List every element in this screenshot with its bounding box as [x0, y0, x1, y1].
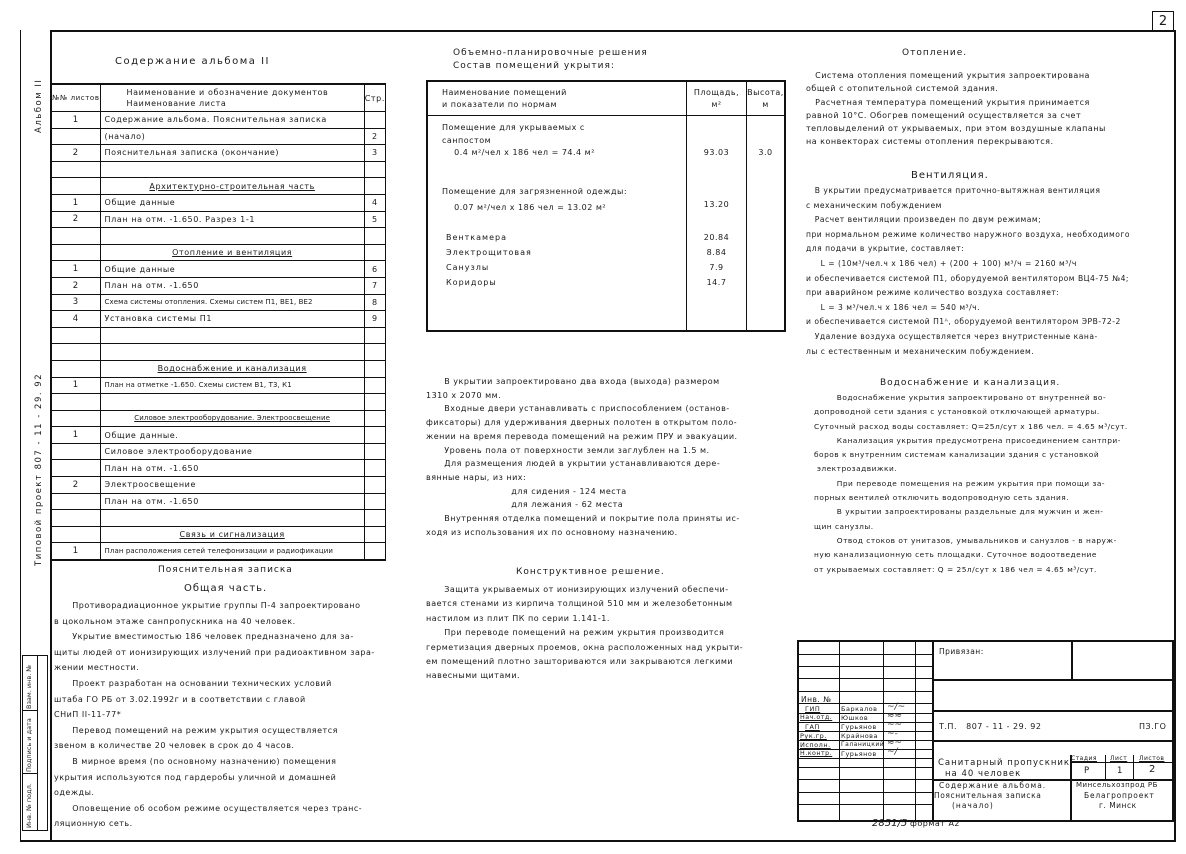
- text-line: в цокольном этаже санпропускника на 40 человек.: [54, 616, 296, 626]
- row-sheet-num: [52, 410, 101, 427]
- text-line: допроводной сети здания с установкой отключающей арматуры.: [814, 407, 1100, 417]
- room-1-line1: Помещение для укрываемых с: [442, 123, 585, 132]
- room-3-name: Венткамера: [446, 233, 507, 242]
- contents-row: [52, 493, 386, 510]
- text-line: жении местности.: [54, 663, 140, 673]
- row-sheet-num: [52, 460, 101, 477]
- room-1-area: 93.03: [703, 148, 730, 157]
- other-areas: [687, 230, 746, 290]
- text-line: Водоснабжение укрытия запроектировано от внутренней во-: [814, 393, 1107, 402]
- row-sheet-num: [52, 327, 101, 344]
- row-page: 5: [364, 211, 385, 228]
- text-line: Уровень пола от поверхности земли заглублен на 1.5 м.: [426, 445, 710, 455]
- row-page: [364, 427, 385, 444]
- row-page: [364, 526, 385, 543]
- contents-row: [52, 543, 386, 560]
- contents-row: [52, 211, 386, 228]
- row-name: [100, 394, 364, 411]
- row-page: 3: [364, 145, 385, 162]
- row-page: [364, 543, 385, 560]
- row-page: 4: [364, 194, 385, 211]
- project-designation: Т.П. 807 - 11 - 29. 92: [939, 722, 1042, 731]
- row-name: Силовое электрооборудование: [100, 443, 364, 460]
- text-line: электрозадвижки.: [814, 464, 898, 474]
- text-line: укрытия используются под гардеробы уличной и домашней: [54, 772, 337, 782]
- row-name: Общие данные: [100, 194, 364, 211]
- left-margin-line: [20, 30, 21, 842]
- row-sheet-num: 1: [52, 261, 101, 278]
- other-rooms: [446, 230, 532, 290]
- rooms-area-cell: [687, 116, 747, 332]
- row-name: Водоснабжение и канализация: [100, 360, 364, 377]
- sheet-value: 1: [1117, 766, 1123, 776]
- row-page: 9: [364, 311, 385, 328]
- row-sheet-num: [52, 394, 101, 411]
- contents-table: [51, 83, 386, 561]
- room-4-area: 8.84: [706, 248, 727, 257]
- text-line: вянные нары, из них:: [426, 472, 527, 482]
- sheet-label: Лист: [1110, 755, 1128, 762]
- text-line: герметизация дверных проемов, окна расположенных над укрыти-: [426, 642, 744, 652]
- room-1-height: 3.0: [758, 148, 773, 157]
- note-title: Пояснительная записка: [158, 565, 293, 575]
- text-line: СНиП II-11-77*: [54, 710, 122, 720]
- row-sheet-num: [52, 228, 101, 245]
- planning-paragraph: [426, 375, 740, 539]
- row-page: [364, 410, 385, 427]
- row-sheet-num: [52, 161, 101, 178]
- row-sheet-num: [52, 526, 101, 543]
- album-label: Альбом II: [34, 78, 44, 133]
- row-name: Связь и сигнализация: [100, 526, 364, 543]
- row-name: План на отм. -1.650: [100, 277, 364, 294]
- header-name-line1: Наименование и обозначение документов: [126, 88, 329, 97]
- text-line: Противорадиационное укрытие группы П-4 запроектировано: [54, 601, 361, 610]
- text-line: лы с естественным и механическим побуждением.: [806, 346, 1035, 356]
- text-line: Система отопления помещений укрытия запроектирована: [806, 71, 1090, 80]
- contents-row: [52, 228, 386, 245]
- text-line: Перевод помещений на режим укрытия осуществляется: [54, 725, 338, 735]
- text-line: штаба ГО РБ от 3.02.1992г и в соответствии с главой: [54, 694, 306, 704]
- row-name: План расположения сетей телефонизации и радиофикации: [100, 543, 364, 560]
- sheets-label: Листов: [1139, 755, 1165, 762]
- text-line: ляционную сеть.: [54, 819, 133, 829]
- text-line: Канализация укрытия предусмотрена присоединением сантпри-: [814, 435, 1121, 445]
- row-sheet-num: [52, 493, 101, 510]
- rooms-table: [426, 80, 786, 332]
- planning-subtitle: Состав помещений укрытия:: [453, 61, 615, 71]
- planning-title: Объемно-планировочные решения: [453, 48, 648, 58]
- text-line: и обеспечивается системой П1, оборудуемой вентилятором ВЦ4-75 №4;: [806, 273, 1129, 283]
- row-sheet-num: 2: [52, 277, 101, 294]
- row-name: Установка системы П1: [100, 311, 364, 328]
- staff-name-2: Юшков: [841, 714, 869, 722]
- contents-row: [52, 344, 386, 361]
- rooms-body: [427, 116, 785, 332]
- construction-title: Конструктивное решение.: [516, 567, 665, 577]
- row-name: [100, 510, 364, 527]
- text-line: Суточный расход воды составляет: Q=25л/сут х 186 чел. = 4.65 м³/сут.: [814, 421, 1128, 431]
- row-page: 6: [364, 261, 385, 278]
- row-page: [364, 394, 385, 411]
- object-name-1: Санитарный пропускник: [938, 758, 1071, 768]
- text-line: Удаление воздуха осуществляется через внутристенные кана-: [806, 331, 1098, 341]
- row-sheet-num: 2: [52, 211, 101, 228]
- rooms-height-cell: [747, 116, 786, 332]
- contents-section-row: [52, 178, 386, 195]
- staff-role-5: Исполн.: [800, 741, 831, 749]
- header-sheet-num: №№ листов: [52, 84, 101, 112]
- row-sheet-num: 4: [52, 311, 101, 328]
- row-name: План на отм. -1.650: [100, 493, 364, 510]
- contents-header-row: [52, 84, 386, 112]
- note-paragraph: [54, 598, 375, 832]
- note-subtitle: Общая часть.: [184, 583, 268, 594]
- room-2-area: 13.20: [703, 200, 730, 209]
- staff-role-6: Н.контр.: [800, 750, 833, 757]
- row-sheet-num: [52, 178, 101, 195]
- doc-code: ПЗ.ГО: [1139, 722, 1167, 731]
- staff-role-1: ГИП: [805, 705, 821, 713]
- text-line: В укрытии запроектировано два входа (выхода) размером: [426, 377, 720, 386]
- org-line-3: г. Минск: [1099, 801, 1137, 810]
- text-line: щиты людей от ионизирующих излучений при радиоактивном зара-: [54, 647, 375, 657]
- stamp-replacement-inv: Взам. инв. №: [25, 664, 33, 709]
- row-sheet-num: 2: [52, 145, 101, 162]
- text-line: для сидения - 124 места: [426, 486, 627, 496]
- text-line: Входные двери устанавливать с приспособлением (останов-: [426, 404, 730, 414]
- row-sheet-num: [52, 128, 101, 145]
- room-6-name: Коридоры: [446, 278, 497, 287]
- text-line: на конвекторах системы отопления перекрываются.: [806, 137, 1054, 147]
- room-2-line1: Помещение для загрязненной одежды:: [442, 187, 628, 196]
- row-name: Силовое электрооборудование. Электроосвещение: [100, 410, 364, 427]
- contents-title: Содержание альбома II: [115, 56, 270, 67]
- text-line: звеном в количестве 20 человек в срок до 4 часов.: [54, 741, 295, 751]
- row-page: [364, 493, 385, 510]
- text-line: для лежания - 62 места: [426, 500, 624, 510]
- row-name: Пояснительная записка (окончание): [100, 145, 364, 162]
- text-line: при нормальном режиме количество наружного воздуха, необходимого: [806, 229, 1131, 239]
- row-sheet-num: 1: [52, 543, 101, 560]
- text-line: В мирное время (по основному назначению) помещения: [54, 756, 337, 766]
- contents-row: [52, 460, 386, 477]
- text-line: от укрываемых составляет: Q = 25л/сут х 186 чел = 4.65 м³/сут.: [814, 564, 1097, 574]
- text-line: Защита укрываемых от ионизирующих излучений обеспечи-: [426, 585, 729, 594]
- rooms-header-height-2: м: [762, 99, 769, 109]
- room-1-line3: 0.4 м²/чел х 186 чел = 74.4 м²: [442, 148, 595, 157]
- ventilation-paragraph: [806, 184, 1130, 359]
- row-name: План на отм. -1.650: [100, 460, 364, 477]
- row-page: [364, 344, 385, 361]
- text-line: Оповещение об особом режиме осуществляется через транс-: [54, 803, 363, 813]
- approval-stamp: [22, 655, 48, 831]
- room-1-line2: санпостом: [442, 135, 492, 145]
- text-line: порных вентилей отключить водопроводную сеть здания.: [814, 493, 1070, 503]
- row-name: Отопление и вентиляция: [100, 244, 364, 261]
- room-3-area: 20.84: [703, 233, 730, 242]
- doc-title-2: Пояснительная записка: [934, 791, 1042, 800]
- row-sheet-num: 1: [52, 194, 101, 211]
- rooms-header-height-1: Высота,: [747, 87, 784, 97]
- row-page: [364, 460, 385, 477]
- row-name: Схема системы отопления. Схемы систем П1, ВЕ1, ВЕ2: [100, 294, 364, 311]
- contents-row: [52, 128, 386, 145]
- text-line: фиксаторы) для удерживания дверных полотен в открытом поло-: [426, 418, 738, 428]
- row-page: [364, 244, 385, 261]
- row-sheet-num: 1: [52, 427, 101, 444]
- row-page: [364, 161, 385, 178]
- row-page: [364, 510, 385, 527]
- rooms-names-cell: [427, 116, 687, 332]
- row-name: [100, 327, 364, 344]
- contents-section-row: [52, 410, 386, 427]
- text-line: Внутренняя отделка помещений и покрытие пола приняты ис-: [426, 514, 740, 524]
- text-line: с механическим побуждением: [806, 200, 942, 210]
- text-line: При переводе помещения на режим укрытия при помощи за-: [814, 478, 1106, 488]
- text-line: общей с отопительной системой здания.: [806, 84, 999, 94]
- row-name: [100, 228, 364, 245]
- text-line: Проект разработан на основании технических условий: [54, 678, 332, 688]
- header-page: Стр.: [364, 84, 385, 112]
- contents-row: [52, 277, 386, 294]
- stage-label: Стадия: [1071, 755, 1098, 762]
- contents-section-row: [52, 526, 386, 543]
- rooms-header-area-2: м²: [711, 99, 722, 109]
- row-name: Архитектурно-строительная часть: [100, 178, 364, 195]
- text-line: ходя из использования их по основному назначению.: [426, 527, 678, 537]
- contents-row: [52, 311, 386, 328]
- text-line: настилом из плит ПК по серии 1.141-1.: [426, 613, 610, 623]
- contents-section-row: [52, 360, 386, 377]
- row-sheet-num: [52, 443, 101, 460]
- construction-paragraph: [426, 583, 743, 684]
- contents-row: [52, 112, 386, 129]
- row-page: [364, 178, 385, 195]
- staff-name-4: Крайнова: [841, 732, 878, 740]
- project-label: Типовой проект 807 - 11 - 29. 92: [34, 372, 44, 566]
- row-page: [364, 228, 385, 245]
- contents-row: [52, 145, 386, 162]
- rooms-header-area-1: Площадь,: [693, 87, 740, 97]
- row-page: [364, 443, 385, 460]
- org-line-2: Белагропроект: [1084, 791, 1155, 800]
- staff-name-1: Баркалов: [841, 705, 878, 713]
- ventilation-title: Вентиляция.: [911, 170, 989, 181]
- contents-row: [52, 327, 386, 344]
- staff-name-5: Галаницкий: [841, 741, 885, 748]
- title-block: [797, 640, 1174, 822]
- text-line: В укрытии запроектированы раздельные для мужчин и жен-: [814, 507, 1104, 517]
- text-line: жении на время перевода помещений на режим ПРУ и эвакуации.: [426, 431, 738, 441]
- text-line: ем помещений плотно зашториваются или закрываются легкими: [426, 657, 734, 667]
- contents-row: [52, 394, 386, 411]
- object-name-2: на 40 человек: [945, 769, 1022, 779]
- staff-role-3: ГАП: [805, 723, 820, 731]
- text-line: одежды.: [54, 788, 95, 798]
- row-sheet-num: 1: [52, 112, 101, 129]
- row-name: [100, 344, 364, 361]
- row-sheet-num: [52, 360, 101, 377]
- row-sheet-num: 2: [52, 477, 101, 494]
- text-line: щин санузлы.: [814, 521, 874, 531]
- text-line: В укрытии предусматривается приточно-вытяжная вентиляция: [806, 186, 1101, 195]
- bottom-margin-line: [20, 840, 1176, 842]
- text-line: равной 10°С. Обогрев помещений осуществляется за счет: [806, 110, 1082, 120]
- row-name: План на отм. -1.650. Разрез 1-1: [100, 211, 364, 228]
- stamp-signature-date: Подпись и дата: [25, 718, 33, 772]
- contents-row: [52, 510, 386, 527]
- sheet-tab-line: [1104, 30, 1154, 32]
- row-name: Общие данные.: [100, 427, 364, 444]
- rooms-header-name-2: и показатели по нормам: [442, 99, 558, 109]
- text-line: при аварийном режиме количество воздуха составляет:: [806, 288, 1060, 298]
- contents-row: [52, 427, 386, 444]
- row-name: Содержание альбома. Пояснительная записка: [100, 112, 364, 129]
- row-name: (начало): [100, 128, 364, 145]
- water-title: Водоснабжение и канализация.: [880, 378, 1061, 388]
- inventory-number: 2851/5: [872, 818, 908, 829]
- row-name: План на отметке -1.650. Схемы систем В1, Т3, К1: [100, 377, 364, 394]
- row-page: 8: [364, 294, 385, 311]
- text-line: Расчет вентиляции произведен по двум режимам;: [806, 215, 1042, 225]
- header-name: [100, 84, 364, 112]
- room-1-name: [442, 122, 595, 160]
- sheets-value: 2: [1149, 764, 1156, 775]
- room-2-name: [442, 184, 627, 216]
- row-page: [364, 477, 385, 494]
- text-line: навесными щитами.: [426, 671, 521, 681]
- text-line: 1310 х 2070 мм.: [426, 390, 502, 400]
- row-sheet-num: [52, 344, 101, 361]
- text-line: L = 3 м³/чел.ч х 186 чел = 540 м³/ч.: [806, 302, 981, 312]
- row-page: 2: [364, 128, 385, 145]
- row-page: [364, 377, 385, 394]
- stage-value: Р: [1084, 766, 1090, 776]
- staff-role-2: Нач.отд.: [800, 714, 833, 721]
- row-sheet-num: 3: [52, 294, 101, 311]
- row-name: Общие данные: [100, 261, 364, 278]
- row-name: [100, 161, 364, 178]
- contents-row: [52, 261, 386, 278]
- staff-role-4: Рук.гр.: [800, 732, 827, 740]
- rooms-header-name: [427, 81, 687, 116]
- text-line: Укрытие вместимостью 186 человек предназначено для за-: [54, 632, 354, 642]
- contents-row: [52, 161, 386, 178]
- text-line: L = (10м³/чел.ч х 186 чел) + (200 + 100) м³/ч = 2160 м³/ч: [806, 258, 1077, 268]
- row-name: Электроосвещение: [100, 477, 364, 494]
- text-line: При переводе помещений на режим укрытия производится: [426, 628, 725, 638]
- stamp-inv-original: Инв. № подл.: [25, 783, 33, 828]
- text-line: ную канализационную сеть площадки. Суточное водоотведение: [814, 550, 1097, 560]
- contents-row: [52, 443, 386, 460]
- sheet-format: формат А2: [910, 819, 961, 828]
- room-6-area: 14.7: [706, 278, 727, 287]
- staff-name-6: Гурьянов: [841, 750, 877, 758]
- header-name-line2: Наименование листа: [126, 99, 227, 108]
- text-line: Для размещения людей в укрытии устанавливаются дере-: [426, 459, 721, 469]
- contents-section-row: [52, 244, 386, 261]
- room-5-name: Санузлы: [446, 263, 490, 272]
- text-line: и обеспечивается системой П1ᴬ, оборудуемой вентилятором ЭРВ-72-2: [806, 317, 1121, 327]
- row-page: [364, 112, 385, 129]
- room-2-line2: 0.07 м²/чел х 186 чел = 13.02 м²: [442, 203, 607, 212]
- rooms-header-area: [687, 81, 747, 116]
- contents-row: [52, 194, 386, 211]
- signatures: ~/~ ≈≈ ~~ ~- ≈~ ~/: [887, 702, 906, 757]
- doc-title-3: (начало): [952, 801, 994, 810]
- contents-row: [52, 477, 386, 494]
- room-4-name: Электрощитовая: [446, 248, 532, 257]
- rooms-header-name-1: Наименование помещений: [442, 87, 567, 97]
- text-line: Отвод стоков от унитазов, умывальников и санузлов - в наруж-: [814, 535, 1117, 545]
- water-paragraph: [814, 391, 1128, 577]
- text-line: для подачи в укрытие, составляет:: [806, 244, 965, 254]
- sheet-number: 2: [1152, 11, 1174, 31]
- staff-name-3: Гурьянов: [841, 723, 877, 731]
- contents-row: [52, 294, 386, 311]
- inv-no-label: Инв. №: [801, 695, 832, 704]
- contents-row: [52, 377, 386, 394]
- row-sheet-num: [52, 244, 101, 261]
- rooms-header-height: [747, 81, 786, 116]
- row-page: [364, 360, 385, 377]
- row-page: 7: [364, 277, 385, 294]
- heating-paragraph: [806, 69, 1106, 149]
- row-sheet-num: [52, 510, 101, 527]
- org-line-1: Минсельхозпрод РБ: [1076, 781, 1158, 789]
- row-sheet-num: 1: [52, 377, 101, 394]
- heating-title: Отопление.: [902, 48, 968, 58]
- text-line: вается стенами из кирпича толщиной 510 мм и железобетонным: [426, 599, 733, 609]
- text-line: тепловыделений от укрываемых, при этом воздушные клапаны: [806, 124, 1106, 134]
- privyazan-label: Привязан:: [939, 647, 984, 656]
- rooms-header-row: [427, 81, 785, 116]
- row-page: [364, 327, 385, 344]
- text-line: Расчетная температура помещений укрытия принимается: [806, 97, 1090, 107]
- doc-title-1: Содержание альбома.: [939, 781, 1047, 790]
- room-5-area: 7.9: [709, 263, 724, 272]
- text-line: боров к внутренним системам канализации здания с установкой: [814, 450, 1100, 460]
